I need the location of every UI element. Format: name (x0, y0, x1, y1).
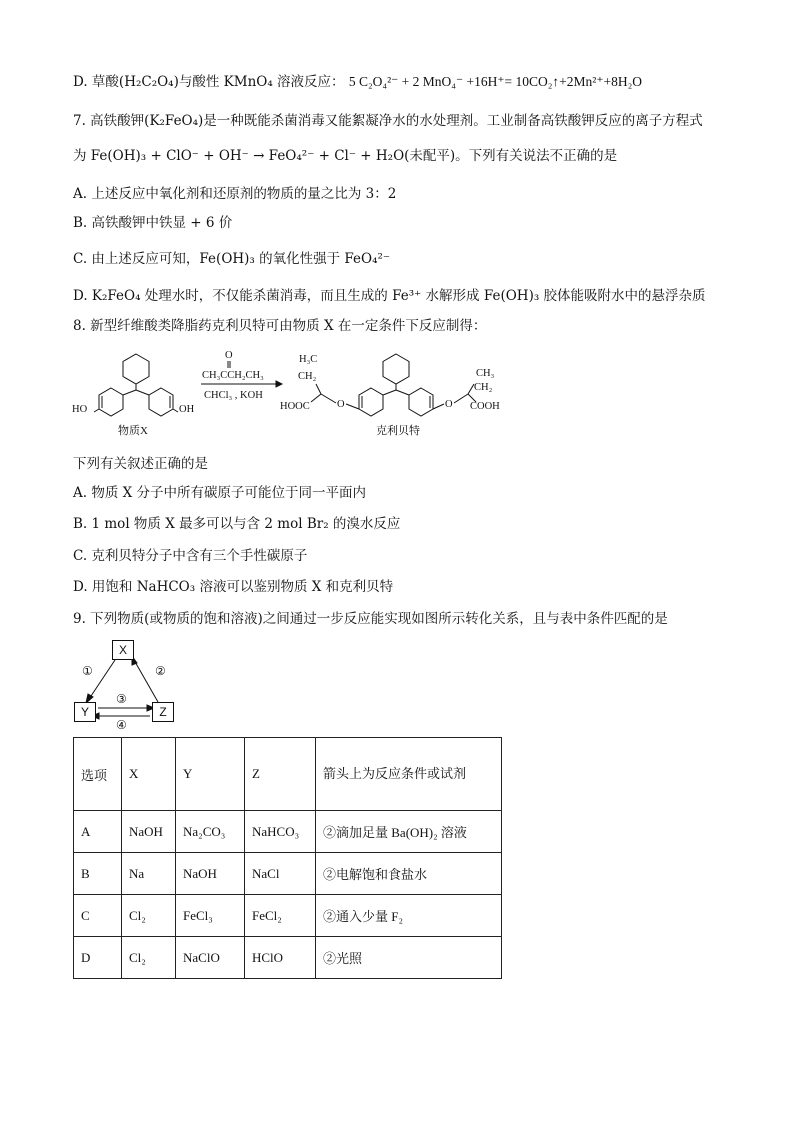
q8-sub-stem: 下列有关叙述正确的是 (73, 456, 208, 472)
product-o-left: O (337, 399, 345, 410)
table-header-condition: 箭头上为反应条件或试剂 (316, 738, 502, 811)
q9-arrow-2-label: ② (155, 664, 166, 678)
table-header-y: Y (176, 738, 245, 811)
reagent-top: CH₃CCH₂CH₃ (202, 370, 264, 381)
table-cell: FeCl₂ (245, 895, 316, 937)
q9-conversion-diagram (70, 636, 190, 736)
q8-option-a: A. 物质 X 分子中所有碳原子可能位于同一平面内 (73, 485, 367, 501)
table-cell: NaOH (122, 811, 176, 853)
product-hooc: HOOC (280, 401, 310, 412)
q6-option-d (73, 72, 642, 92)
product-ch2-left: CH₂ (298, 371, 317, 382)
table-cell: ②电解饱和食盐水 (316, 853, 502, 895)
table-cell: NaHCO₃ (245, 811, 316, 853)
product-label: 克利贝特 (376, 425, 420, 437)
q7-stem-line2: 为 Fe(OH)₃ + ClO⁻ + OH⁻ → FeO₄²⁻ + Cl⁻ + H₂O(未配平)。下列有关说法不正确的是 (73, 148, 618, 164)
q9-node-y: Y (74, 702, 96, 722)
x-oh-label: OH (179, 404, 195, 415)
table-cell: D (74, 937, 122, 979)
x-ho-label: HO (72, 404, 88, 415)
q6-option-d-text: D. 草酸(H₂C₂O₄)与酸性 KMnO₄ 溶液反应： (73, 74, 345, 90)
q7-option-c: C. 由上述反应可知，Fe(OH)₃ 的氧化性强于 FeO₄²⁻ (73, 251, 391, 267)
table-cell: HClO (245, 937, 316, 979)
substance-x-label: 物质X (118, 425, 148, 437)
q9-stem: 9. 下列物质(或物质的饱和溶液)之间通过一步反应能实现如图所示转化关系，且与表中条件匹配的是 (73, 611, 668, 627)
table-cell: C (74, 895, 122, 937)
q8-option-b: B. 1 mol 物质 X 最多可以与含 2 mol Br₂ 的溴水反应 (73, 516, 401, 532)
q7-option-b: B. 高铁酸钾中铁显 + 6 价 (73, 215, 233, 231)
reagent-bottom: CHCl₃ , KOH (204, 390, 263, 401)
product-ch2-right: CH₂ (474, 382, 493, 393)
product-o-right: O (445, 399, 453, 410)
q9-arrow-4-label: ④ (116, 718, 127, 732)
product-cooh: COOH (470, 401, 500, 412)
table-cell: NaClO (176, 937, 245, 979)
q7-stem-line1: 7. 高铁酸钾(K₂FeO₄)是一种既能杀菌消毒又能絮凝净水的水处理剂。工业制备高铁酸钾反应的离子方程式 (73, 113, 703, 129)
q8-option-d: D. 用饱和 NaHCO₃ 溶液可以鉴别物质 X 和克利贝特 (73, 579, 394, 595)
table-cell: NaCl (245, 853, 316, 895)
q9-node-z: Z (152, 702, 174, 722)
table-cell: FeCl₃ (176, 895, 245, 937)
q9-options-table (73, 737, 502, 979)
q9-arrow-3-label: ③ (116, 692, 127, 706)
table-cell: Cl₂ (122, 895, 176, 937)
q6-option-d-equation: 5 C₂O₄²⁻ + 2 MnO₄⁻ +16H⁺= 10CO₂↑+2Mn²⁺+8H₂O (348, 74, 643, 89)
table-cell: Na (122, 853, 176, 895)
table-header-x: X (122, 738, 176, 811)
table-cell: Cl₂ (122, 937, 176, 979)
table-cell: ②滴加足量 Ba(OH)₂ 溶液 (316, 811, 502, 853)
q8-stem: 8. 新型纤维酸类降脂药克利贝特可由物质 X 在一定条件下反应制得： (73, 318, 487, 334)
table-cell: ②通入少量 F₂ (316, 895, 502, 937)
q9-node-x: X (112, 640, 134, 660)
q7-option-d: D. K₂FeO₄ 处理水时，不仅能杀菌消毒，而且生成的 Fe³⁺ 水解形成 Fe(OH)₃ 胶体能吸附水中的悬浮杂质 (73, 288, 706, 304)
product-ch3-right-top: CH₃ (476, 368, 495, 379)
q7-option-a: A. 上述反应中氧化剂和还原剂的物质的量之比为 3：2 (73, 186, 397, 202)
reagent-carbonyl-o: O (225, 350, 233, 361)
table-cell: Na₂CO₃ (176, 811, 245, 853)
product-h3c-top: H₃C (299, 354, 318, 365)
table-row (74, 895, 502, 937)
table-header-row (74, 738, 502, 811)
table-cell: B (74, 853, 122, 895)
table-row (74, 937, 502, 979)
table-cell: ②光照 (316, 937, 502, 979)
q8-reaction-scheme (66, 346, 516, 441)
table-row (74, 853, 502, 895)
table-cell: A (74, 811, 122, 853)
table-header-z: Z (245, 738, 316, 811)
table-header-option: 选项 (74, 738, 122, 811)
q9-arrow-1-label: ① (82, 664, 93, 678)
q8-option-c: C. 克利贝特分子中含有三个手性碳原子 (73, 548, 308, 564)
table-row (74, 811, 502, 853)
table-cell: NaOH (176, 853, 245, 895)
